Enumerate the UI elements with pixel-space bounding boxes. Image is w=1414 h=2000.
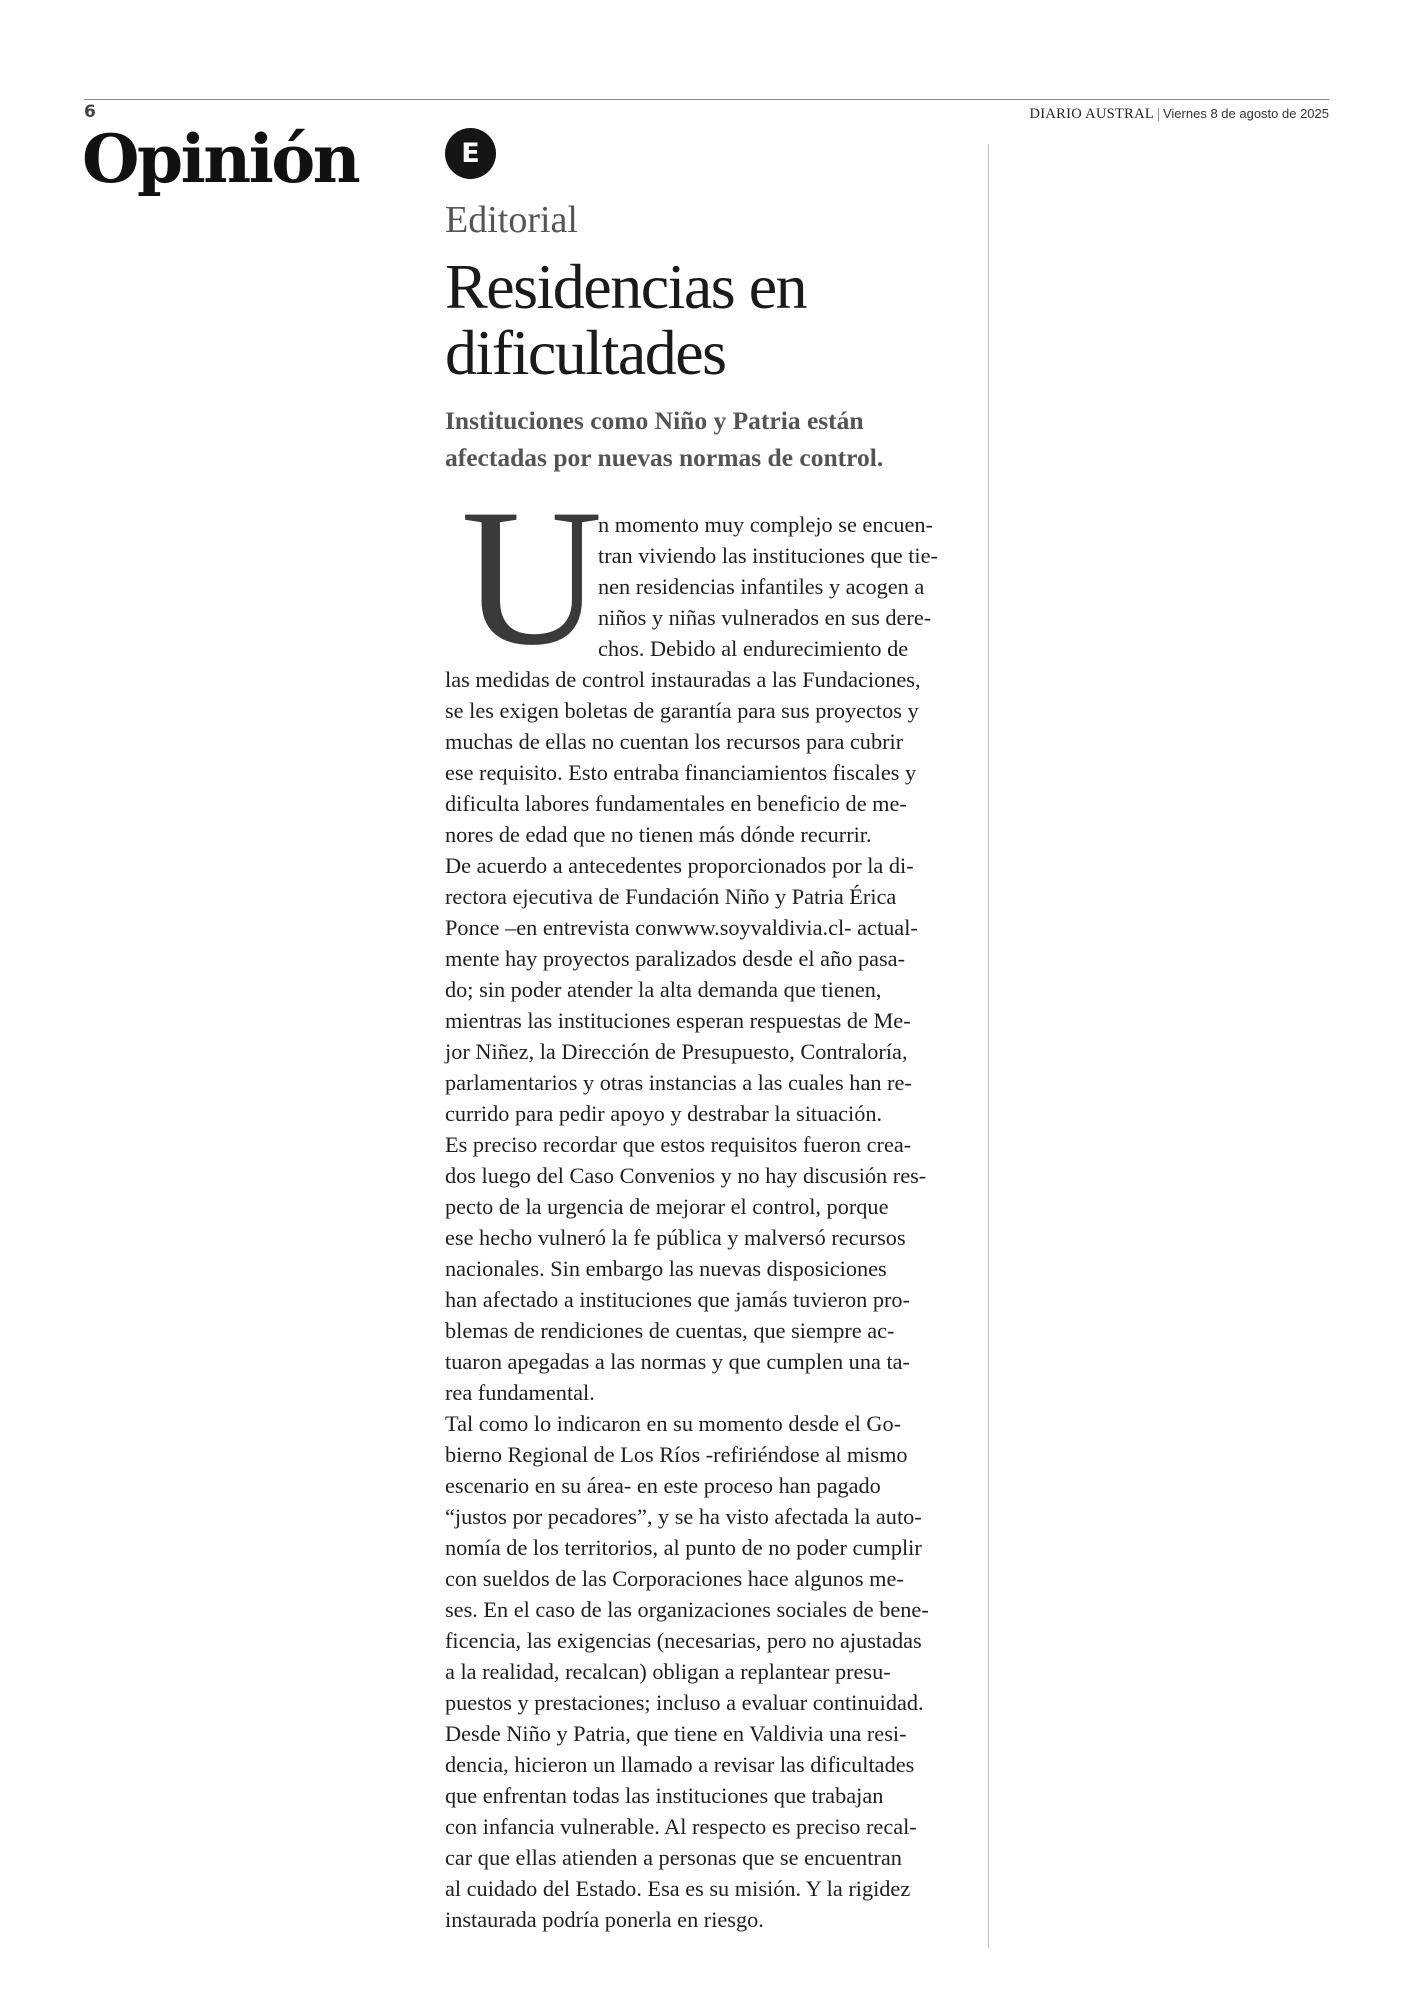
header-separator: | (1157, 106, 1160, 122)
editorial-kicker: Editorial (445, 199, 578, 241)
body-line: con infancia vulnerable. Al respecto es preciso recal- (445, 1814, 917, 1839)
article-body (445, 509, 975, 1935)
body-line: Desde Niño y Patria, que tiene en Valdivia una resi- (445, 1721, 907, 1746)
masthead-info (1029, 106, 1329, 123)
body-line: dencia, hicieron un llamado a revisar las dificultades (445, 1752, 915, 1777)
top-rule (84, 99, 1329, 100)
body-line: al cuidado del Estado. Esa es su misión. Y la rigidez (445, 1876, 911, 1901)
body-line: muchas de ellas no cuentan los recursos para cubrir (445, 729, 904, 754)
body-line: las medidas de control instauradas a las Fundaciones, (445, 667, 921, 692)
body-line: que enfrentan todas las instituciones que trabajan (445, 1783, 884, 1808)
body-line: Es preciso recordar que estos requisitos fueron crea- (445, 1132, 912, 1157)
headline (445, 251, 965, 388)
page-number: 6 (84, 102, 96, 122)
body-line: han afectado a instituciones que jamás tuvieron pro- (445, 1287, 910, 1312)
deck-line: afectadas por nuevas normas de control. (445, 443, 884, 472)
body-line: chos. Debido al endurecimiento de (598, 636, 909, 661)
body-line: tuaron apegadas a las normas y que cumplen una ta- (445, 1349, 910, 1374)
body-line: parlamentarios y otras instancias a las cuales han re- (445, 1070, 912, 1095)
body-line: pecto de la urgencia de mejorar el control, porque (445, 1194, 889, 1219)
deck-line: Instituciones como Niño y Patria están (445, 406, 864, 435)
body-line: blemas de rendiciones de cuentas, que siempre ac- (445, 1318, 895, 1343)
body-line: bierno Regional de Los Ríos -refiriéndose al mismo (445, 1442, 908, 1467)
body-line: se les exigen boletas de garantía para sus proyectos y (445, 698, 919, 723)
body-line: do; sin poder atender la alta demanda que tienen, (445, 977, 882, 1002)
body-line: rea fundamental. (445, 1380, 595, 1405)
body-line: “justos por pecadores”, y se ha visto afectada la auto- (445, 1504, 922, 1529)
body-line: mente hay proyectos paralizados desde el año pasa- (445, 946, 905, 971)
headline-line: dificultades (445, 317, 726, 388)
body-line: dos luego del Caso Convenios y no hay discusión res- (445, 1163, 927, 1188)
publication-name: DIARIO AUSTRAL (1029, 106, 1155, 122)
body-line: Tal como lo indicaron en su momento desde el Go- (445, 1411, 902, 1436)
body-line: mientras las instituciones esperan respuestas de Me- (445, 1008, 911, 1033)
body-line: nen residencias infantiles y acogen a (598, 574, 925, 599)
section-title: Opinión (82, 120, 359, 198)
body-line: ses. En el caso de las organizaciones sociales de bene- (445, 1597, 929, 1622)
body-line: car que ellas atienden a personas que se encuentran (445, 1845, 902, 1870)
body-line: jor Niñez, la Dirección de Presupuesto, Contraloría, (445, 1039, 908, 1064)
body-line: ese requisito. Esto entraba financiamientos fiscales y (445, 760, 917, 785)
body-line: niños y niñas vulnerados en sus dere- (598, 605, 932, 630)
body-line: nomía de los territorios, al punto de no poder cumplir (445, 1535, 922, 1560)
body-line: tran viviendo las instituciones que tie- (598, 543, 938, 568)
body-line: puestos y prestaciones; incluso a evaluar continuidad. (445, 1690, 924, 1715)
drop-cap: U (461, 469, 603, 686)
body-line: De acuerdo a antecedentes proporcionados por la di- (445, 853, 914, 878)
body-line: nores de edad que no tienen más dónde recurrir. (445, 822, 872, 847)
publication-date: Viernes 8 de agosto de 2025 (1162, 106, 1329, 121)
deck-subheadline (445, 402, 965, 476)
body-line: currido para pedir apoyo y destrabar la situación. (445, 1101, 883, 1126)
headline-line: Residencias en (445, 251, 807, 322)
body-line: ficencia, las exigencias (necesarias, pero no ajustadas (445, 1628, 922, 1653)
body-line: rectora ejecutiva de Fundación Niño y Patria Érica (445, 884, 897, 909)
body-line: a la realidad, recalcan) obligan a replantear presu- (445, 1659, 891, 1684)
body-line: escenario en su área- en este proceso han pagado (445, 1473, 881, 1498)
body-line: ese hecho vulneró la fe pública y malversó recursos (445, 1225, 906, 1250)
body-line: nacionales. Sin embargo las nuevas disposiciones (445, 1256, 887, 1281)
column-rule (988, 144, 989, 1948)
body-line: con sueldos de las Corporaciones hace algunos me- (445, 1566, 904, 1591)
body-line: instaurada podría ponerla en riesgo. (445, 1907, 764, 1932)
editorial-badge-icon: E (445, 128, 496, 179)
body-line: Ponce –en entrevista conwww.soyvaldivia.cl- actual- (445, 915, 918, 940)
body-line: n momento muy complejo se encuen- (598, 512, 933, 537)
body-line: dificulta labores fundamentales en beneficio de me- (445, 791, 907, 816)
